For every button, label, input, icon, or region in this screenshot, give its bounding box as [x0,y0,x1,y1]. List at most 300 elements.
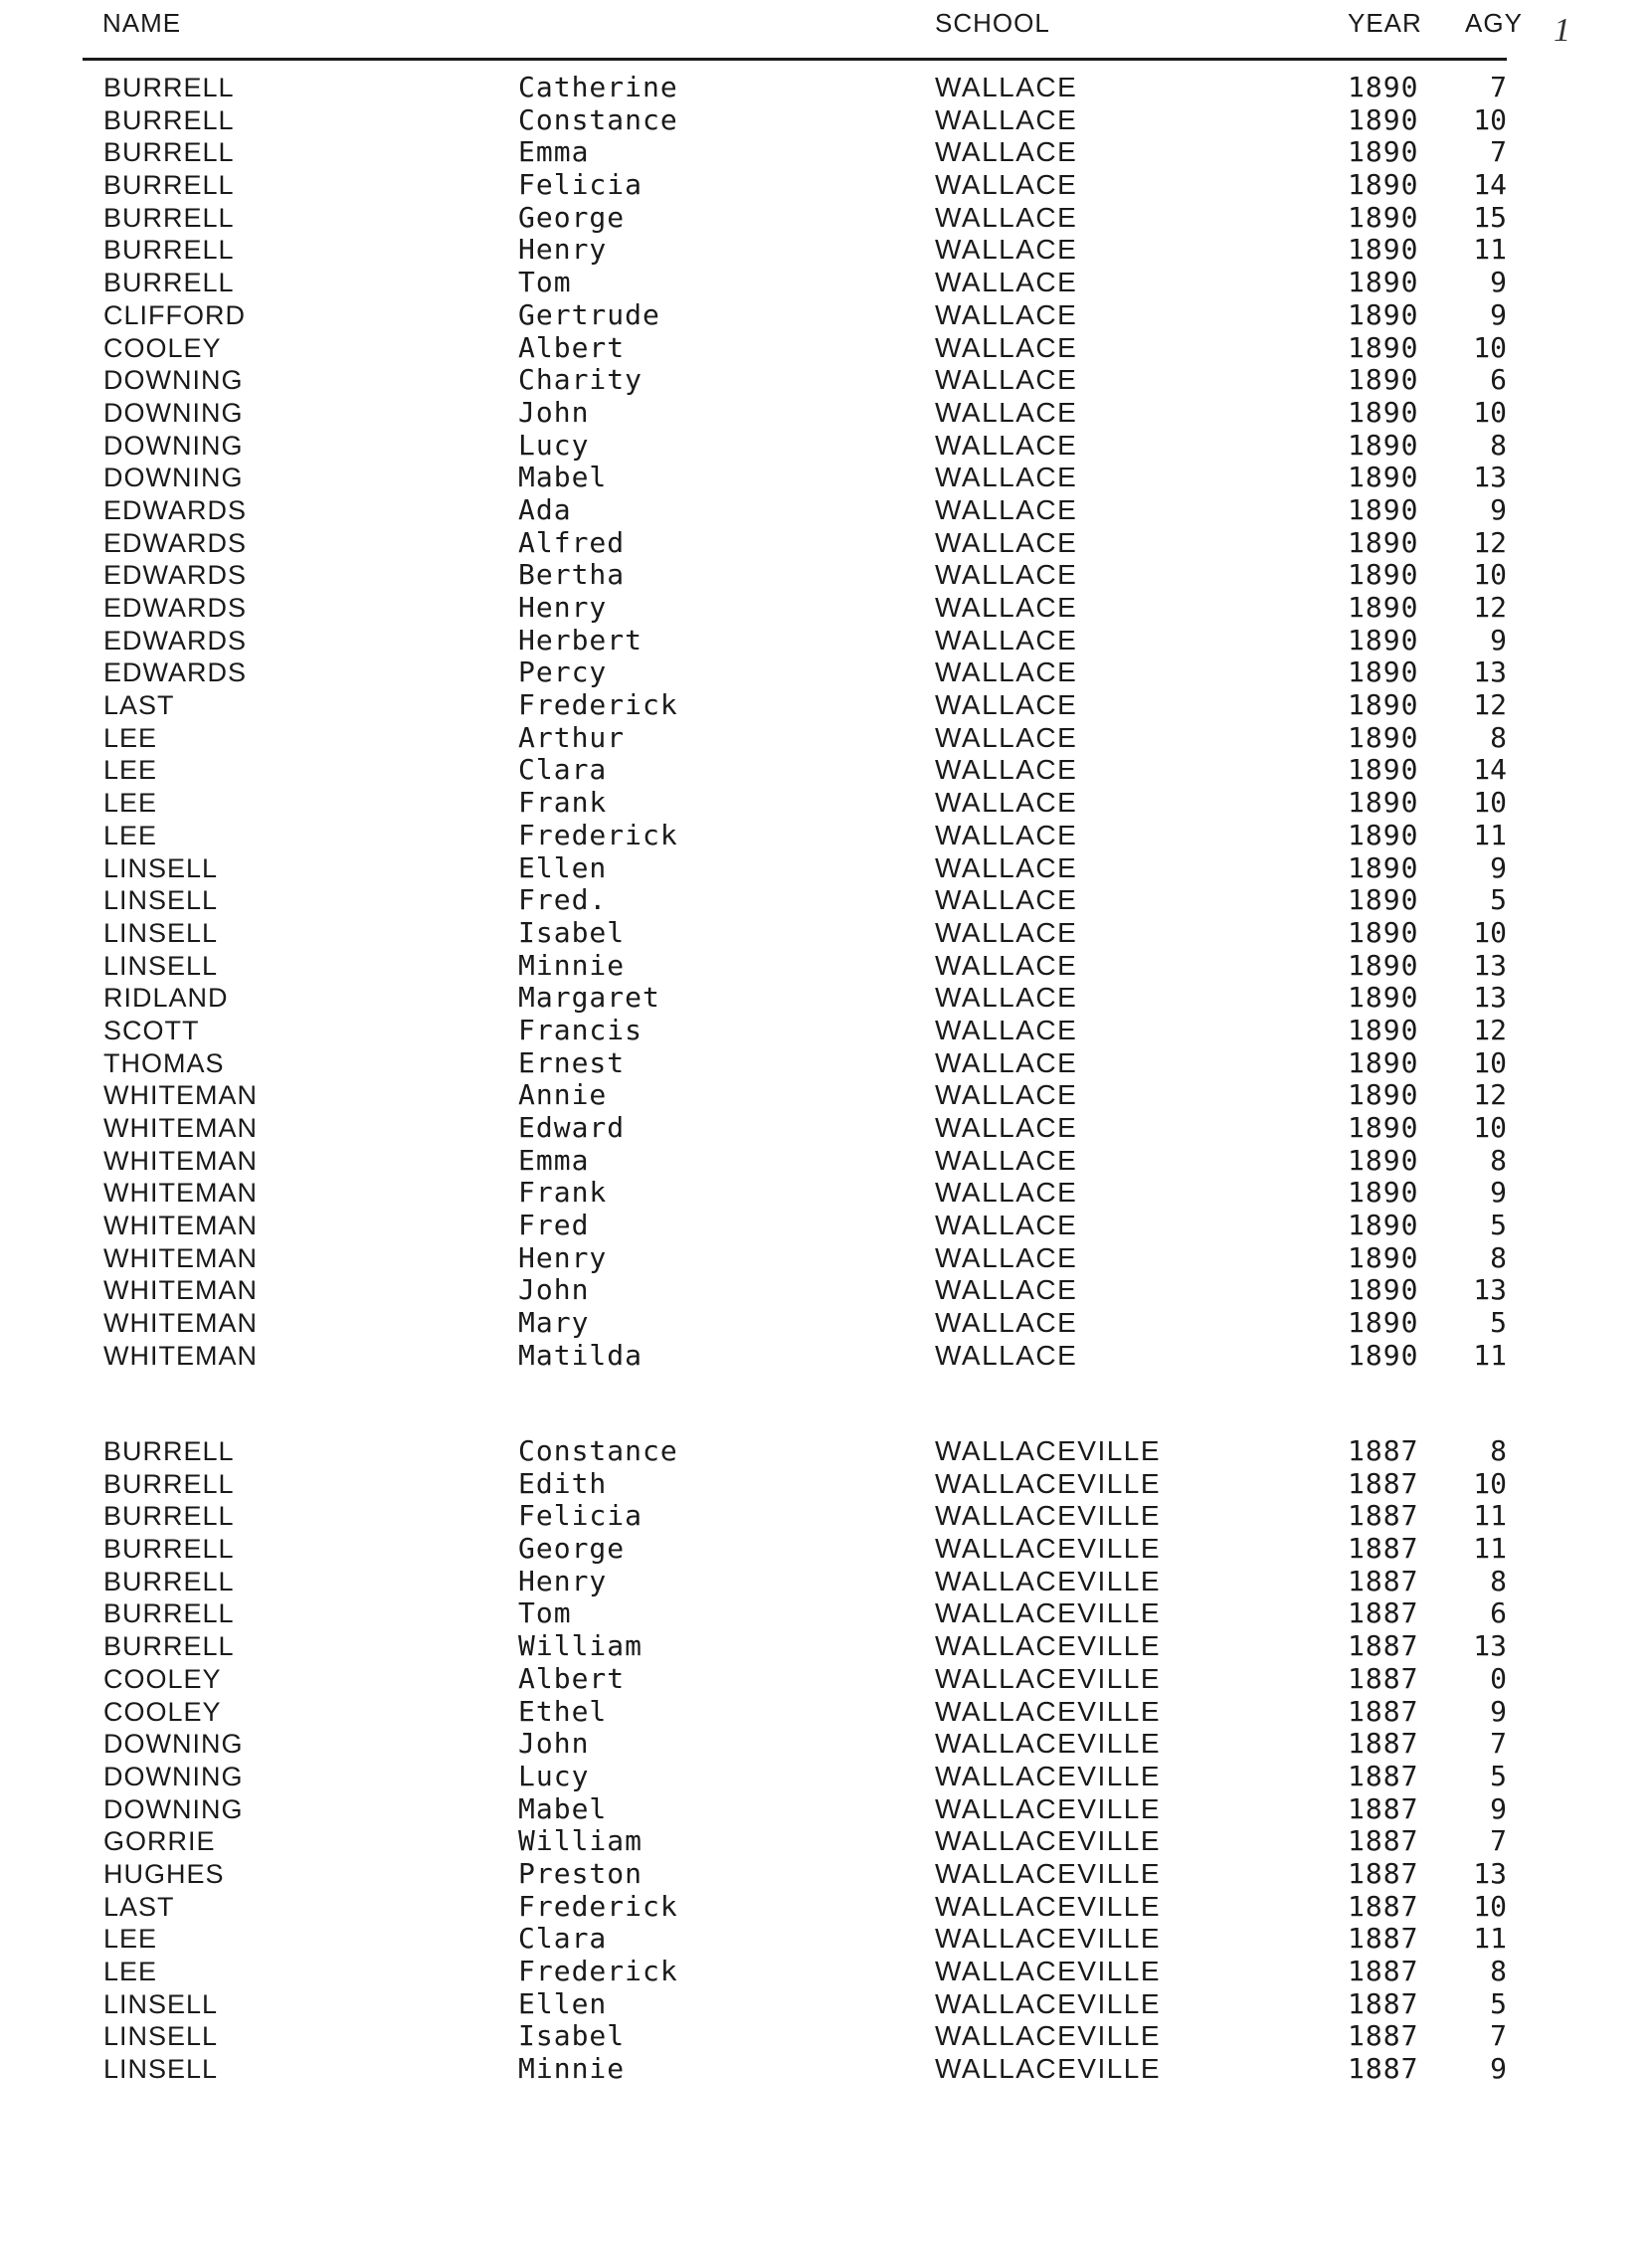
first-name-cell: George [518,200,626,234]
school-cell: WALLACE [935,1144,1078,1176]
age-cell: 13 [1473,461,1507,494]
first-name-cell: Frederick [518,818,678,851]
header-school: SCHOOL [935,8,1050,38]
table-row [0,364,1652,397]
school-cell: WALLACEVILLE [935,1533,1162,1565]
surname-cell: BURRELL [103,268,235,298]
year-cell: 1890 [1348,428,1419,462]
age-cell: 14 [1473,753,1507,787]
surname-cell: BURRELL [103,1436,235,1466]
year-cell: 1890 [1348,981,1419,1015]
school-cell: WALLACE [935,689,1078,721]
surname-cell: BURRELL [103,235,235,266]
age-cell: 12 [1473,591,1507,624]
first-name-cell: Ernest [518,1045,626,1079]
first-name-cell: Frank [518,786,608,820]
age-cell: 10 [1473,558,1507,592]
first-name-cell: Frederick [518,1955,678,1987]
table-row [0,1630,1652,1663]
table-row [0,1858,1652,1891]
age-cell: 9 [1490,492,1507,526]
year-cell: 1890 [1348,948,1419,982]
year-cell: 1890 [1348,1209,1419,1242]
table-row [0,592,1652,625]
school-cell: WALLACE [935,916,1078,948]
table-row [0,104,1652,137]
school-cell: WALLACE [935,754,1078,786]
age-cell: 5 [1490,1759,1507,1792]
surname-cell: EDWARDS [103,560,248,591]
surname-cell: RIDLAND [103,983,229,1014]
surname-cell: LINSELL [103,950,219,981]
year-cell: 1890 [1348,135,1419,169]
school-cell: WALLACEVILLE [935,1662,1162,1694]
school-cell: WALLACEVILLE [935,1467,1162,1499]
school-cell: WALLACEVILLE [935,1630,1162,1662]
age-cell: 6 [1490,1596,1507,1630]
age-cell: 8 [1490,428,1507,462]
table-row [0,1793,1652,1826]
surname-cell: LAST [103,690,175,721]
table-row [0,462,1652,494]
age-cell: 12 [1473,1078,1507,1112]
school-cell: WALLACE [935,624,1078,656]
school-cell: WALLACEVILLE [935,2020,1162,2052]
school-cell: WALLACEVILLE [935,1500,1162,1532]
year-cell: 1887 [1348,1532,1419,1566]
first-name-cell: Tom [518,266,572,299]
surname-cell: WHITEMAN [103,1275,258,1306]
table-row [0,299,1652,332]
surname-cell: LINSELL [103,917,219,948]
school-cell: WALLACE [935,819,1078,850]
year-cell: 1887 [1348,1759,1419,1792]
year-cell: 1890 [1348,1240,1419,1274]
year-cell: 1887 [1348,1727,1419,1761]
first-name-cell: Ellen [518,1986,608,2020]
school-cell: WALLACEVILLE [935,1987,1162,2019]
first-name-cell: John [518,395,590,429]
school-cell: WALLACE [935,1241,1078,1273]
first-name-cell: Annie [518,1078,608,1112]
year-cell: 1887 [1348,1596,1419,1630]
table-row [0,1761,1652,1793]
first-name-cell: Lucy [518,428,590,462]
surname-cell: CLIFFORD [103,299,246,330]
age-cell: 7 [1490,71,1507,103]
table-row [0,1307,1652,1340]
table-row [0,787,1652,820]
age-cell: 12 [1473,688,1507,722]
school-cell: WALLACEVILLE [935,2053,1162,2085]
school-cell: WALLACE [935,851,1078,883]
school-cell: WALLACE [935,267,1078,298]
surname-cell: DOWNING [103,463,244,493]
surname-cell: LEE [103,820,158,850]
first-name-cell: Fred. [518,883,608,917]
year-cell: 1887 [1348,1824,1419,1858]
first-name-cell: Catherine [518,71,678,103]
table-row [0,1663,1652,1696]
surname-cell: BURRELL [103,170,235,201]
age-cell: 13 [1473,948,1507,982]
first-name-cell: Matilda [518,1338,643,1372]
school-cell: WALLACE [935,1079,1078,1111]
table-row [0,1988,1652,2021]
first-name-cell: Preston [518,1856,643,1890]
first-name-cell: Herbert [518,623,643,656]
age-cell: 5 [1490,1306,1507,1340]
table-row [0,1145,1652,1178]
school-cell: WALLACE [935,331,1078,363]
year-cell: 1890 [1348,558,1419,592]
surname-cell: BURRELL [103,1631,235,1662]
first-name-cell: Arthur [518,720,626,754]
school-cell: WALLACE [935,1112,1078,1143]
school-cell: WALLACEVILLE [935,1565,1162,1596]
year-cell: 1890 [1348,818,1419,851]
year-cell: 1890 [1348,330,1419,364]
table-row [0,2053,1652,2086]
age-cell: 8 [1490,1434,1507,1467]
surname-cell: SCOTT [103,1015,200,1045]
surname-cell: DOWNING [103,430,244,461]
first-name-cell: Edward [518,1111,626,1144]
first-name-cell: Bertha [518,558,626,592]
year-cell: 1890 [1348,1143,1419,1177]
first-name-cell: Gertrude [518,297,660,331]
year-cell: 1890 [1348,786,1419,820]
year-cell: 1890 [1348,1045,1419,1079]
surname-cell: WHITEMAN [103,1308,258,1339]
year-cell: 1887 [1348,1856,1419,1890]
school-cell: WALLACE [935,429,1078,461]
table-row [0,2020,1652,2053]
header-name: NAME [102,8,182,38]
table-row [0,1956,1652,1988]
year-cell: 1887 [1348,1564,1419,1597]
age-cell: 11 [1473,1338,1507,1372]
table-row [0,689,1652,722]
school-cell: WALLACE [935,1307,1078,1339]
age-cell: 10 [1473,1466,1507,1500]
year-cell: 1887 [1348,1986,1419,2020]
table-row [0,1597,1652,1630]
school-cell: WALLACE [935,1274,1078,1306]
school-cell: WALLACE [935,1046,1078,1078]
school-cell: WALLACE [935,493,1078,525]
table-row [0,852,1652,885]
first-name-cell: Albert [518,330,626,364]
table-row [0,1696,1652,1729]
surname-cell: BURRELL [103,1566,235,1596]
table-row [0,1340,1652,1373]
age-cell: 5 [1490,1986,1507,2020]
first-name-cell: Felicia [518,168,643,202]
table-row [0,1468,1652,1501]
first-name-cell: Constance [518,1434,678,1467]
first-name-cell: Tom [518,1596,572,1630]
surname-cell: DOWNING [103,1793,244,1824]
age-cell: 5 [1490,883,1507,917]
age-cell: 13 [1473,656,1507,689]
age-cell: 8 [1490,1564,1507,1597]
year-cell: 1887 [1348,1629,1419,1663]
first-name-cell: Mary [518,1306,590,1340]
age-cell: 5 [1490,1209,1507,1242]
surname-cell: EDWARDS [103,625,248,656]
age-cell: 8 [1490,1143,1507,1177]
table-row [0,820,1652,852]
surname-cell: COOLEY [103,332,222,363]
school-cell: WALLACE [935,656,1078,688]
age-cell: 9 [1490,850,1507,884]
table-row [0,722,1652,755]
surname-cell: HUGHES [103,1858,225,1889]
age-cell: 9 [1490,297,1507,331]
table-row [0,202,1652,235]
age-cell: 9 [1490,1791,1507,1825]
table-row [0,1825,1652,1858]
surname-cell: LAST [103,1891,175,1922]
table-row [0,527,1652,560]
year-cell: 1890 [1348,395,1419,429]
handwritten-page-number: 1 [1554,12,1570,49]
first-name-cell: William [518,1629,643,1663]
table-row [0,1274,1652,1307]
first-name-cell: Edith [518,1466,608,1500]
surname-cell: WHITEMAN [103,1080,258,1111]
age-cell: 8 [1490,720,1507,754]
age-cell: 13 [1473,1629,1507,1663]
age-cell: 7 [1490,135,1507,169]
year-cell: 1890 [1348,591,1419,624]
first-name-cell: Frederick [518,1889,678,1923]
year-cell: 1887 [1348,1922,1419,1956]
first-name-cell: Minnie [518,2052,626,2086]
year-cell: 1890 [1348,1013,1419,1046]
table-row [0,1923,1652,1956]
year-cell: 1890 [1348,1111,1419,1144]
year-cell: 1887 [1348,2052,1419,2086]
header-age: AGY [1465,8,1523,38]
school-cell: WALLACEVILLE [935,1728,1162,1760]
surname-cell: LEE [103,1957,158,1986]
surname-cell: EDWARDS [103,657,248,688]
surname-cell: BURRELL [103,1468,235,1499]
year-cell: 1887 [1348,1889,1419,1923]
table-row [0,559,1652,592]
surname-cell: LINSELL [103,1988,219,2019]
surname-cell: BURRELL [103,104,235,135]
surname-cell: LINSELL [103,885,219,916]
school-cell: WALLACE [935,136,1078,168]
first-name-cell: Fred [518,1209,590,1242]
table-row [0,1079,1652,1112]
surname-cell: LINSELL [103,2021,219,2052]
year-cell: 1887 [1348,2019,1419,2053]
first-name-cell: Constance [518,102,678,136]
age-cell: 9 [1490,266,1507,299]
first-name-cell: Charity [518,363,643,397]
table-row [0,950,1652,983]
age-cell: 11 [1473,1922,1507,1956]
school-cell: WALLACEVILLE [935,1597,1162,1629]
year-cell: 1890 [1348,266,1419,299]
year-cell: 1890 [1348,1306,1419,1340]
table-row [0,136,1652,169]
table-row [0,982,1652,1015]
year-cell: 1890 [1348,1273,1419,1307]
school-cell: WALLACEVILLE [935,1435,1162,1466]
table-row [0,884,1652,917]
table-row [0,1177,1652,1210]
first-name-cell: Margaret [518,981,660,1015]
surname-cell: LEE [103,722,158,753]
first-name-cell: Alfred [518,525,626,559]
surname-cell: LEE [103,755,158,786]
year-cell: 1887 [1348,1466,1419,1500]
first-name-cell: Clara [518,753,608,787]
table-row [0,1210,1652,1242]
table-row [0,1015,1652,1047]
age-cell: 12 [1473,525,1507,559]
year-cell: 1890 [1348,883,1419,917]
age-cell: 10 [1473,915,1507,949]
table-row [0,397,1652,430]
age-cell: 7 [1490,1824,1507,1858]
year-cell: 1887 [1348,1955,1419,1987]
first-name-cell: Francis [518,1013,643,1046]
table-row [0,656,1652,689]
school-cell: WALLACE [935,884,1078,916]
table-row [0,754,1652,787]
school-cell: WALLACE [935,526,1078,558]
surname-cell: DOWNING [103,1729,244,1760]
surname-cell: WHITEMAN [103,1242,258,1273]
age-cell: 7 [1490,2019,1507,2053]
year-cell: 1890 [1348,688,1419,722]
age-cell: 11 [1473,233,1507,267]
table-row [0,72,1652,104]
school-cell: WALLACE [935,1014,1078,1045]
surname-cell: LINSELL [103,2054,219,2085]
table-row [0,1728,1652,1761]
age-cell: 10 [1473,786,1507,820]
age-cell: 12 [1473,1013,1507,1046]
age-cell: 7 [1490,1727,1507,1761]
year-cell: 1887 [1348,1694,1419,1728]
surname-cell: DOWNING [103,397,244,428]
age-cell: 11 [1473,1532,1507,1566]
year-cell: 1890 [1348,525,1419,559]
age-cell: 9 [1490,1694,1507,1728]
table-row [0,1566,1652,1598]
year-cell: 1890 [1348,233,1419,267]
age-cell: 13 [1473,1273,1507,1307]
first-name-cell: George [518,1532,626,1566]
table-row [0,1435,1652,1468]
age-cell: 10 [1473,330,1507,364]
surname-cell: GORRIE [103,1826,216,1857]
table-header [0,8,1652,48]
first-name-cell: Minnie [518,948,626,982]
school-cell: WALLACEVILLE [935,1792,1162,1824]
table-row [0,267,1652,299]
surname-cell: WHITEMAN [103,1145,258,1176]
age-cell: 10 [1473,1045,1507,1079]
year-cell: 1890 [1348,850,1419,884]
year-cell: 1890 [1348,363,1419,397]
year-cell: 1890 [1348,492,1419,526]
school-cell: WALLACEVILLE [935,1825,1162,1857]
year-cell: 1890 [1348,623,1419,656]
surname-cell: BURRELL [103,1501,235,1532]
age-cell: 10 [1473,1889,1507,1923]
year-cell: 1890 [1348,1078,1419,1112]
table-row [0,1242,1652,1275]
table-row [0,1533,1652,1566]
table-row [0,1891,1652,1924]
year-cell: 1890 [1348,656,1419,689]
surname-cell: EDWARDS [103,494,248,525]
school-cell: WALLACE [935,949,1078,981]
surname-cell: LEE [103,788,158,819]
year-cell: 1887 [1348,1791,1419,1825]
school-cell: WALLACEVILLE [935,1956,1162,1986]
table-row [0,1500,1652,1533]
age-cell: 6 [1490,363,1507,397]
year-cell: 1890 [1348,297,1419,331]
header-rule [83,58,1507,61]
first-name-cell: John [518,1273,590,1307]
first-name-cell: Felicia [518,1499,643,1533]
year-cell: 1890 [1348,915,1419,949]
surname-cell: WHITEMAN [103,1211,258,1241]
table-row [0,234,1652,267]
age-cell: 11 [1473,1499,1507,1533]
first-name-cell: Frederick [518,688,678,722]
table-row [0,430,1652,463]
year-cell: 1887 [1348,1499,1419,1533]
first-name-cell: Ellen [518,850,608,884]
first-name-cell: Henry [518,233,608,267]
school-cell: WALLACE [935,169,1078,201]
year-cell: 1890 [1348,1176,1419,1210]
first-name-cell: Frank [518,1176,608,1210]
surname-cell: COOLEY [103,1696,222,1727]
first-name-cell: William [518,1824,643,1858]
age-cell: 15 [1473,200,1507,234]
surname-cell: LINSELL [103,852,219,883]
first-name-cell: Percy [518,656,608,689]
first-name-cell: Isabel [518,2019,626,2053]
first-name-cell: Isabel [518,915,626,949]
school-cell: WALLACE [935,982,1078,1014]
school-cell: WALLACE [935,234,1078,266]
first-name-cell: John [518,1727,590,1761]
records-section-wallaceville [0,1435,1652,2086]
table-row [0,332,1652,365]
surname-cell: WHITEMAN [103,1113,258,1143]
age-cell: 14 [1473,168,1507,202]
surname-cell: BURRELL [103,137,235,168]
school-cell: WALLACE [935,1339,1078,1371]
age-cell: 8 [1490,1955,1507,1987]
school-cell: WALLACE [935,787,1078,819]
age-cell: 13 [1473,1856,1507,1890]
age-cell: 8 [1490,1240,1507,1274]
